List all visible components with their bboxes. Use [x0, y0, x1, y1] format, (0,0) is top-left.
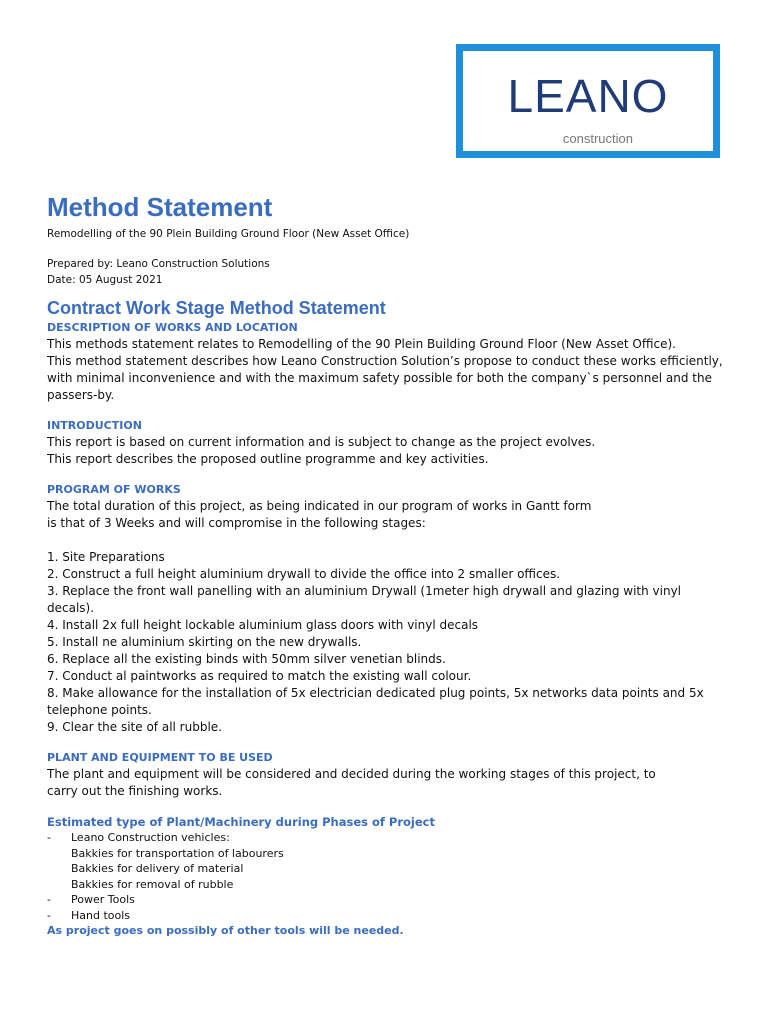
machinery-note: As project goes on possibly of other tools will be needed. — [47, 924, 404, 937]
plant-line-2: carry out the finishing works. — [47, 784, 223, 798]
document-body — [47, 190, 727, 939]
company-logo — [456, 44, 720, 158]
program-step: 5. Install ne aluminium skirting on the new drywalls. — [47, 635, 362, 649]
machinery-heading: Estimated type of Plant/Machinery during Phases of Project — [47, 815, 435, 829]
program-step: 7. Conduct al paintworks as required to match the existing wall colour. — [47, 669, 472, 683]
logo-tagline: construction — [562, 131, 633, 146]
document-date: Date: 05 August 2021 — [47, 274, 163, 286]
program-line-1: The total duration of this project, as being indicated in our program of works in Gantt form — [47, 499, 592, 513]
program-step: 4. Install 2x full height lockable aluminium glass doors with vinyl decals — [47, 618, 479, 632]
introduction-line-2: This report describes the proposed outline programme and key activities. — [47, 452, 489, 466]
introduction-heading: INTRODUCTION — [47, 419, 142, 432]
document-subtitle: Remodelling of the 90 Plein Building Ground Floor (New Asset Office) — [47, 228, 410, 240]
program-line-2: is that of 3 Weeks and will compromise in the following stages: — [47, 516, 426, 530]
prepared-by: Prepared by: Leano Construction Solutions — [47, 258, 270, 270]
program-step: 1. Site Preparations — [47, 550, 165, 564]
program-step: 8. Make allowance for the installation of 5x electrician dedicated plug points, 5x networks data points and 5x telephone points. — [47, 686, 704, 717]
introduction-line-1: This report is based on current information and is subject to change as the project evolves. — [47, 435, 596, 449]
machinery-list — [47, 830, 727, 923]
document-title: Method Statement — [47, 192, 273, 222]
description-heading: DESCRIPTION OF WORKS AND LOCATION — [47, 321, 298, 334]
machinery-item: - Hand tools — [47, 908, 131, 922]
machinery-item: Bakkies for delivery of material — [71, 862, 244, 875]
machinery-item: Bakkies for removal of rubble — [71, 877, 234, 891]
program-heading: PROGRAM OF WORKS — [47, 483, 181, 496]
program-steps-list — [47, 549, 727, 736]
program-step: 9. Clear the site of all rubble. — [47, 720, 222, 734]
program-step: 3. Replace the front wall panelling with an aluminium Drywall (1meter high drywall and glazing with vinyl decals). — [47, 584, 682, 615]
program-step: 6. Replace all the existing binds with 50mm silver venetian blinds. — [47, 652, 446, 666]
machinery-item: - Leano Construction vehicles: — [47, 831, 230, 844]
description-line-2: This method statement describes how Leano Construction Solution’s propose to conduct these works efficiently, with minimal inconvenience and with the maximum safety possible for both the company`s personnel and the passers-by. — [47, 354, 723, 402]
plant-line-1: The plant and equipment will be considered and decided during the working stages of this project, to — [47, 767, 656, 781]
logo-wordmark: LEANO — [507, 70, 669, 122]
section-title: Contract Work Stage Method Statement — [47, 298, 386, 318]
program-step: 2. Construct a full height aluminium drywall to divide the office into 2 smaller offices. — [47, 567, 561, 581]
machinery-item: - Power Tools — [47, 893, 135, 906]
plant-heading: PLANT AND EQUIPMENT TO BE USED — [47, 751, 273, 764]
machinery-item: Bakkies for transportation of labourers — [71, 846, 284, 860]
description-line-1: This methods statement relates to Remodelling of the 90 Plein Building Ground Floor (New Asset Office). — [47, 337, 676, 351]
